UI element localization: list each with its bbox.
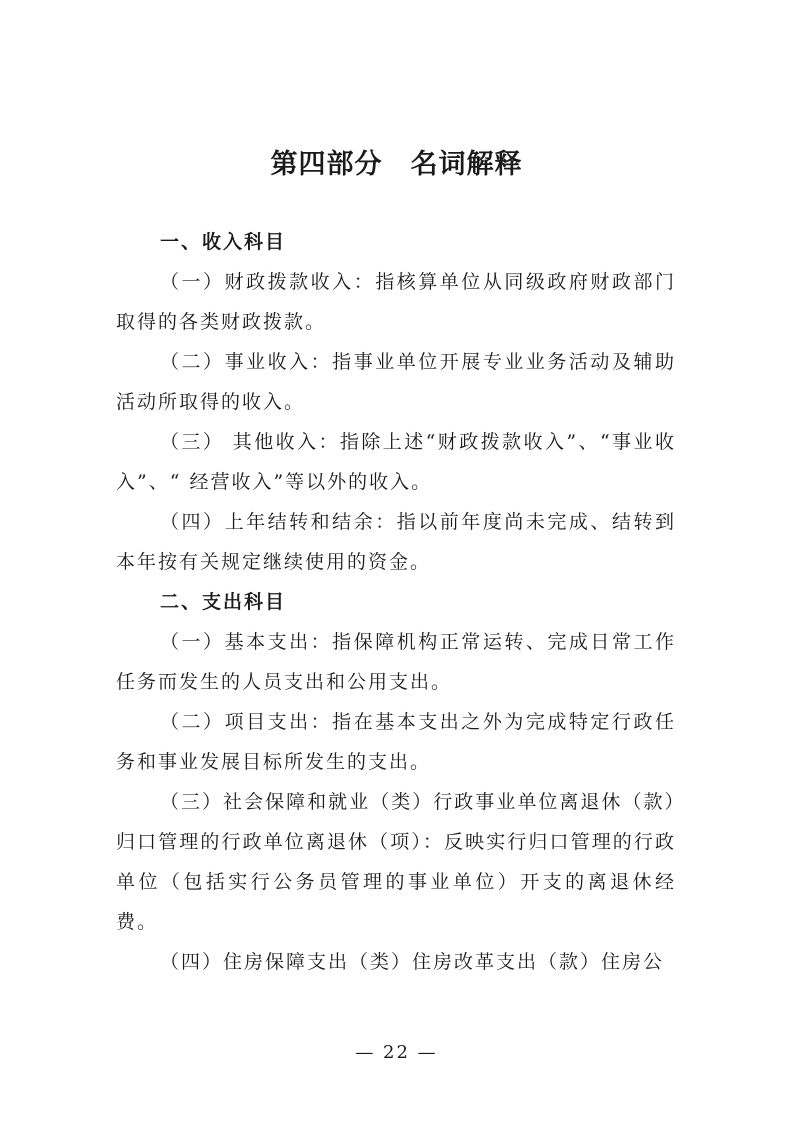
expenditure-item-retirement: （三）社会保障和就业（类）行政事业单位离退休（款）归口管理的行政单位离退休（项）：反映实行归口管理的行政单位（包括实行公务员管理的事业单位）开支的离退休经费。 — [116, 791, 676, 933]
income-item-other-revenue: （三） 其他收入：指除上述“财政拨款收入”、“事业收入”、“ 经营收入”等以外的收入。 — [116, 431, 676, 493]
section-heading-expenditure: 二、支出科目 — [160, 591, 287, 613]
expenditure-item-project: （二）项目支出：指在基本支出之外为完成特定行政任务和事业发展目标所发生的支出。 — [116, 711, 676, 773]
expenditure-item-basic: （一）基本支出：指保障机构正常运转、完成日常工作任务而发生的人员支出和公用支出。 — [116, 631, 676, 693]
section-heading-income: 一、收入科目 — [160, 231, 287, 253]
income-item-fiscal-appropriation: （一）财政拨款收入：指核算单位从同级政府财政部门取得的各类财政拨款。 — [116, 271, 676, 333]
page-number: — 22 — — [355, 1042, 438, 1063]
document-body — [116, 222, 676, 982]
income-item-prior-year-carryover: （四）上年结转和结余：指以前年度尚未完成、结转到本年按有关规定继续使用的资金。 — [116, 511, 676, 573]
income-item-business-revenue: （二）事业收入：指事业单位开展专业业务活动及辅助活动所取得的收入。 — [116, 351, 676, 413]
page-title: 第四部分 名词解释 — [270, 149, 523, 180]
expenditure-item-housing: （四）住房保障支出（类）住房改革支出（款）住房公 — [160, 951, 665, 973]
